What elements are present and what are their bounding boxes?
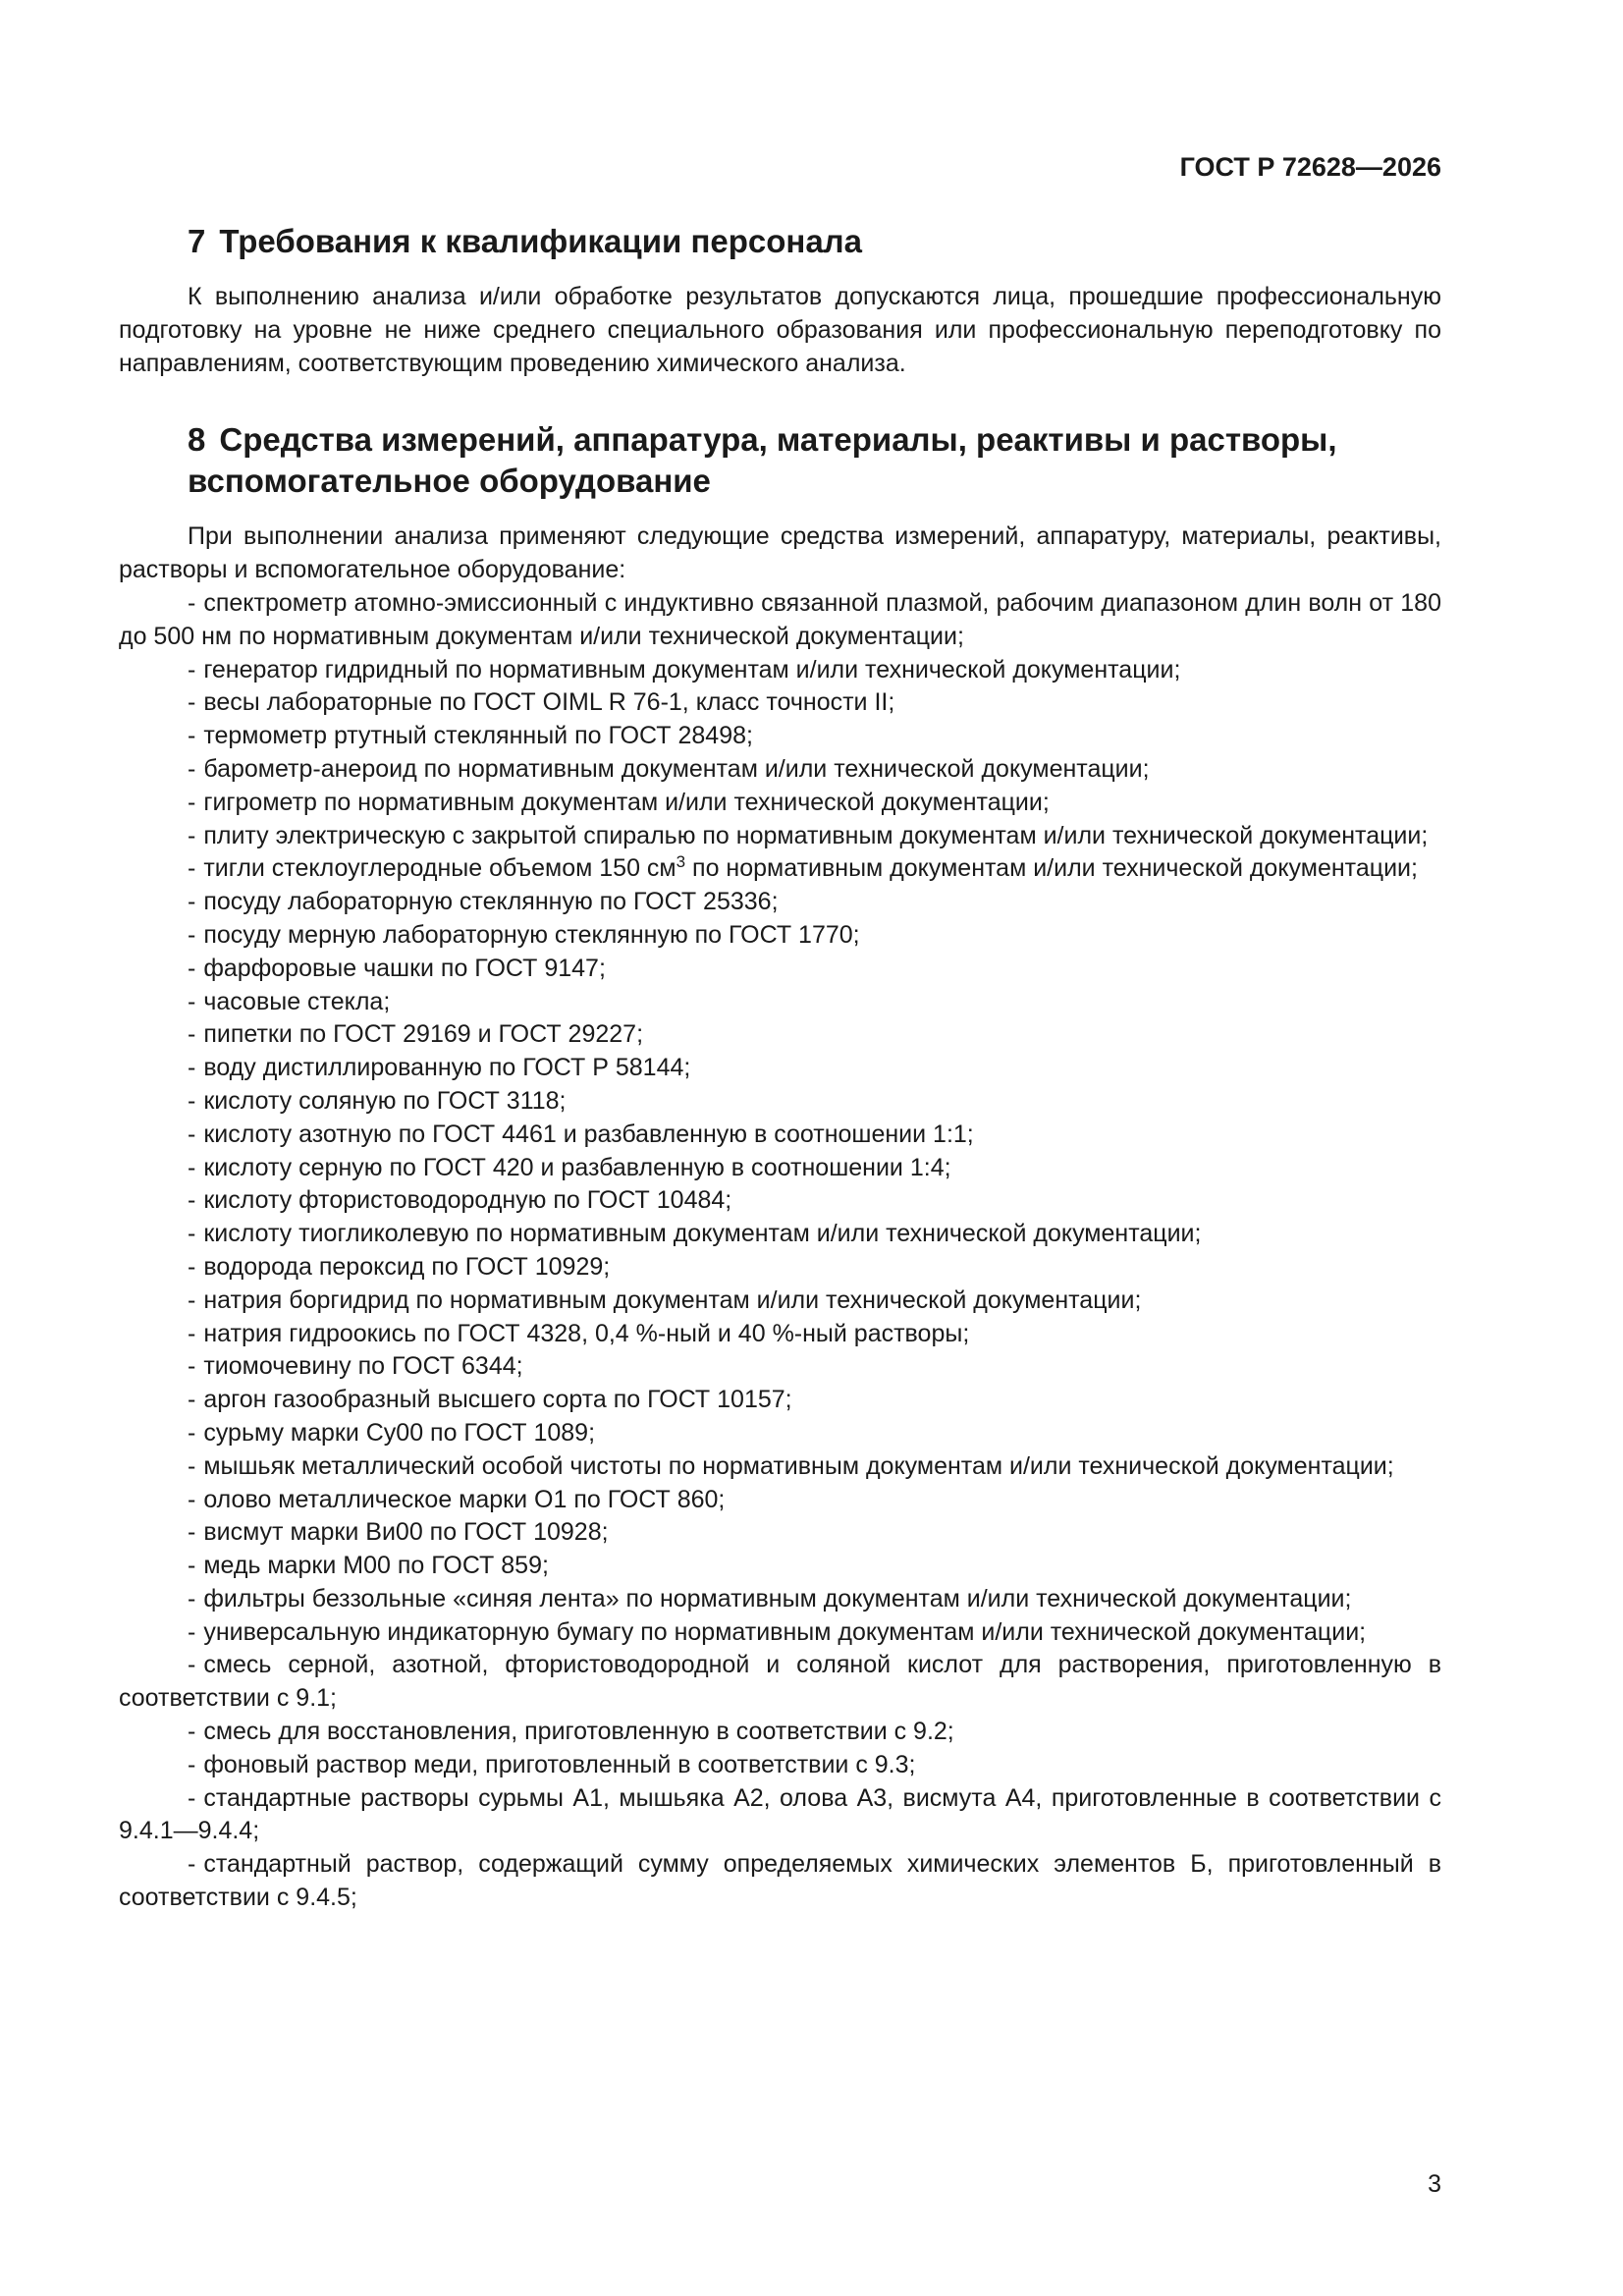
list-item [119,1052,1441,1085]
equipment-list [119,587,1441,852]
list-item-text: барометр-анероид по нормативным документам и/или технической документации; [203,754,1150,783]
list-bullet: - [188,1054,196,1082]
list-item-text: тигли стеклоуглеродные объемом 150 см [203,854,676,883]
list-item-text: фильтры беззольные «синяя лента» по нормативным документам и/или технической документации; [203,1584,1352,1613]
list-item-text: фарфоровые чашки по ГОСТ 9147; [203,954,606,982]
list-bullet: - [188,1386,196,1414]
list-bullet: - [188,920,196,949]
page-number: 3 [1428,2170,1441,2198]
section-title-text: Требования к квалификации персонала [219,223,862,259]
list-item [119,686,1441,720]
list-item-text: олово металлическое марки О1 по ГОСТ 860; [203,1485,726,1513]
list-item-text: сурьму марки Су00 по ГОСТ 1089; [203,1418,596,1447]
list-item [119,1318,1441,1351]
list-item-text: генератор гидридный по нормативным документам и/или технической документации; [203,655,1181,683]
list-bullet: - [188,588,196,617]
list-bullet: - [188,1186,196,1215]
list-item-text: смесь для восстановления, приготовленную в соответствии с 9.2; [203,1718,954,1746]
list-item [119,1484,1441,1517]
list-bullet: - [188,1020,196,1049]
list-item [119,1285,1441,1318]
list-bullet: - [188,1617,196,1646]
list-item [119,1616,1441,1650]
list-bullet: - [188,1485,196,1513]
section-7-title [119,221,1441,262]
list-item [119,1350,1441,1384]
list-item-text: стандартный раствор, содержащий сумму определяемых химических элементов Б, приготовленный в соответствии с 9.4.5; [119,1850,1441,1912]
list-bullet: - [188,1352,196,1381]
list-item-text: универсальную индикаторную бумагу по нормативным документам и/или технической документации; [203,1617,1367,1646]
list-item-text: гигрометр по нормативным документам и/или технической документации; [203,788,1050,816]
list-bullet: - [188,1451,196,1480]
list-bullet: - [188,1120,196,1148]
list-item-text: аргон газообразный высшего сорта по ГОСТ 10157; [203,1386,792,1414]
list-item [119,1716,1441,1749]
section-number: 7 [188,223,206,259]
list-item-text: спектрометр атомно-эмиссионный с индуктивно связанной плазмой, рабочим диапазоном длин волн от 180 до 500 нм по нормативным документам и/или технической документации; [119,588,1441,650]
section-7-paragraph: К выполнению анализа и/или обработке результатов допускаются лица, прошедшие профессиональную подготовку на уровне не ниже среднего специального образования или профессиональную переподготовку по направлениям, соответствующим проведению химического анализа. [119,283,1441,377]
list-item [119,1450,1441,1484]
list-bullet: - [188,1153,196,1181]
list-item-text: кислоту азотную по ГОСТ 4461 и разбавленную в соотношении 1:1; [203,1120,974,1148]
list-item-text: стандартные растворы сурьмы А1, мышьяка А2, олова А3, висмута А4, приготовленные в соответствии с 9.4.1—9.4.4; [119,1783,1441,1845]
list-item-text: висмут марки Ви00 по ГОСТ 10928; [203,1518,609,1547]
list-item-text: воду дистиллированную по ГОСТ Р 58144; [203,1054,691,1082]
list-item-text: кислоту соляную по ГОСТ 3118; [203,1086,567,1115]
equipment-list-crucible [119,852,1441,886]
list-item [119,1583,1441,1616]
list-item [119,1152,1441,1185]
list-bullet: - [188,888,196,916]
list-item-text: кислоту фтористоводородную по ГОСТ 10484; [203,1186,732,1215]
list-item [119,654,1441,687]
list-item-text: посуду лабораторную стеклянную по ГОСТ 25336; [203,888,779,916]
list-item [119,1516,1441,1550]
list-item [119,1848,1441,1915]
list-bullet: - [188,1285,196,1314]
list-item [119,1417,1441,1450]
list-item-text: плиту электрическую с закрытой спиралью по нормативным документам и/или технической документации; [203,821,1429,849]
list-item [119,1218,1441,1251]
list-item [119,1085,1441,1119]
list-item [119,1119,1441,1152]
equipment-list [119,886,1441,1915]
section-title-text-line2: вспомогательное оборудование [188,463,711,500]
list-bullet: - [188,1783,196,1812]
list-bullet: - [188,722,196,750]
list-item [119,953,1441,986]
list-item [119,886,1441,919]
list-bullet: - [188,1086,196,1115]
list-bullet: - [188,1718,196,1746]
list-item-text: мышьяк металлический особой чистоты по нормативным документам и/или технической документации; [203,1451,1394,1480]
list-item [119,1749,1441,1782]
list-bullet: - [188,854,196,883]
list-bullet: - [188,1552,196,1580]
list-bullet: - [188,655,196,683]
list-item [119,720,1441,753]
document-code: ГОСТ Р 72628—2026 [1179,152,1441,182]
list-bullet: - [188,754,196,783]
list-item [119,852,1441,886]
list-item [119,753,1441,787]
list-bullet: - [188,1750,196,1778]
list-item-text: водорода пероксид по ГОСТ 10929; [203,1252,611,1281]
list-item-text: кислоту серную по ГОСТ 420 и разбавленную в соотношении 1:4; [203,1153,951,1181]
list-bullet: - [188,1584,196,1613]
list-item-text: часовые стекла; [203,987,391,1015]
list-item [119,986,1441,1019]
list-bullet: - [188,821,196,849]
list-bullet: - [188,788,196,816]
list-bullet: - [188,954,196,982]
list-item [119,1384,1441,1417]
list-item [119,587,1441,654]
list-bullet: - [188,1220,196,1248]
section-number: 8 [188,421,206,459]
list-item [119,1550,1441,1583]
list-item-text: кислоту тиогликолевую по нормативным документам и/или технической документации; [203,1220,1202,1248]
list-bullet: - [188,1252,196,1281]
list-item [119,1184,1441,1218]
list-bullet: - [188,1850,196,1879]
list-item-text: пипетки по ГОСТ 29169 и ГОСТ 29227; [203,1020,644,1049]
list-item-text: натрия гидроокись по ГОСТ 4328, 0,4 %-ный и 40 %-ный растворы; [203,1319,970,1347]
list-item-text: смесь серной, азотной, фтористоводородной и соляной кислот для растворения, приготовленную в соответствии с 9.1; [119,1651,1441,1713]
list-item [119,1649,1441,1716]
list-item-text: натрия боргидрид по нормативным документам и/или технической документации; [203,1285,1142,1314]
list-item-text: весы лабораторные по ГОСТ OIML R 76-1, класс точности II; [203,688,895,717]
list-item-text: медь марки М00 по ГОСТ 859; [203,1552,549,1580]
section-8-title [119,419,1441,502]
list-item-text: по нормативным документам и/или технической документации; [685,854,1418,883]
list-item-text: фоновый раствор меди, приготовленный в соответствии с 9.3; [203,1750,916,1778]
list-item [119,1782,1441,1849]
list-bullet: - [188,1418,196,1447]
list-item-text: посуду мерную лабораторную стеклянную по ГОСТ 1770; [203,920,860,949]
section-8-intro: При выполнении анализа применяют следующие средства измерений, аппаратуру, материалы, реактивы, растворы и вспомогательное оборудование: [119,522,1441,584]
list-bullet: - [188,1319,196,1347]
list-item [119,820,1441,853]
list-bullet: - [188,1518,196,1547]
page-content [119,221,1441,1915]
list-item [119,787,1441,820]
list-bullet: - [188,688,196,717]
list-bullet: - [188,987,196,1015]
section-title-text: Средства измерений, аппаратура, материалы, реактивы и растворы, [219,421,1337,459]
list-item-text: термометр ртутный стеклянный по ГОСТ 28498; [203,722,753,750]
list-item-text: тиомочевину по ГОСТ 6344; [203,1352,523,1381]
list-item [119,919,1441,953]
list-item [119,1018,1441,1052]
list-bullet: - [188,1651,196,1679]
superscript: 3 [676,852,686,872]
list-item [119,1251,1441,1285]
